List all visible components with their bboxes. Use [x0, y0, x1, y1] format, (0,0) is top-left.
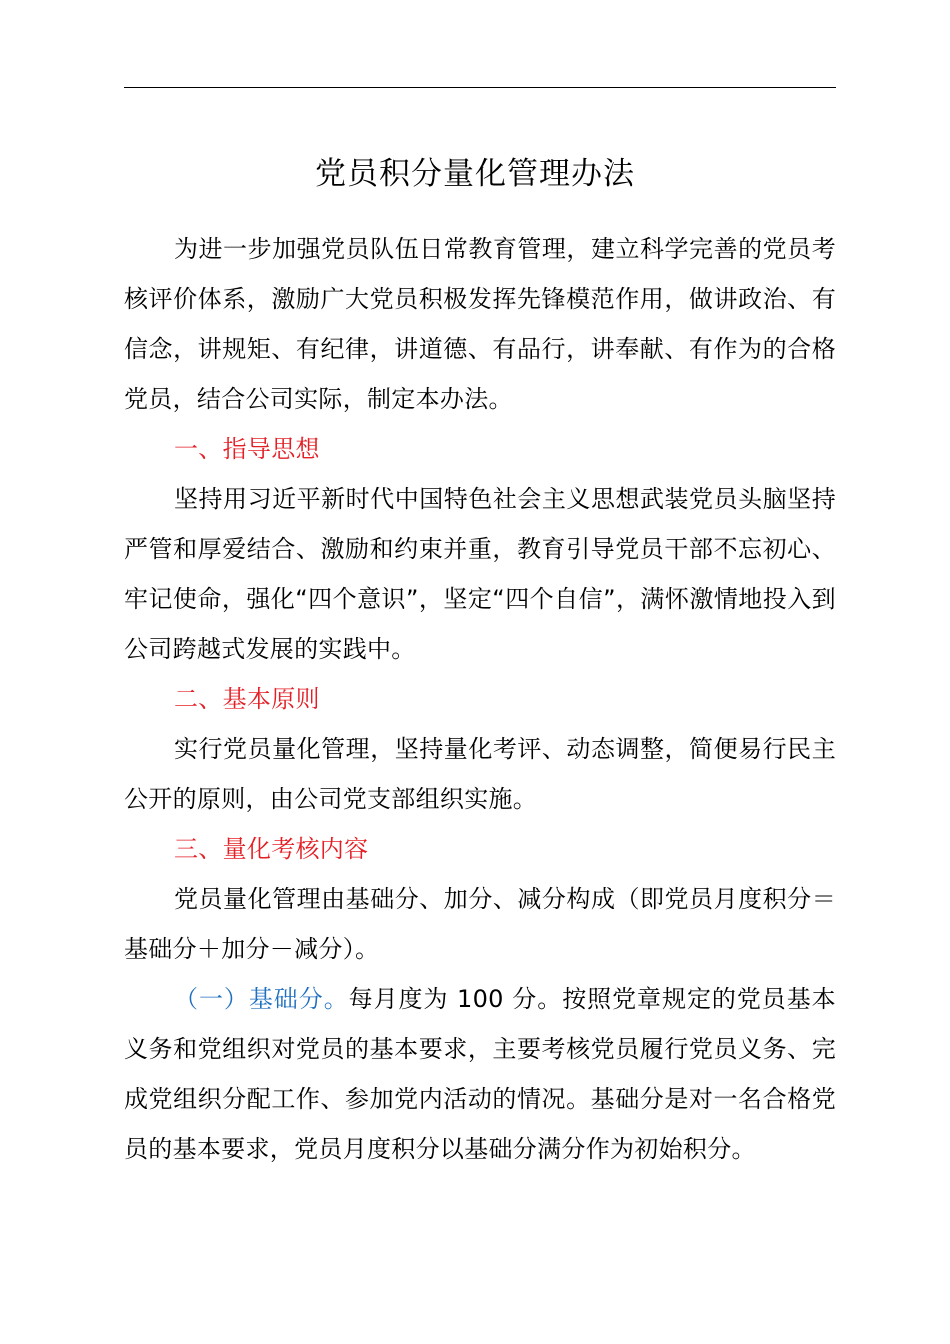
section-heading-basic-principles: 二、基本原则: [174, 685, 320, 713]
base-score-text: 每月度为 100 分。按照党章规定的党员基本义务和党组织对党员的基本要求，主要考核党员履行党员义务、完成党组织分配工作、参加党内活动的情况。基础分是对一名合格党员的基本要求，党员月度积分以基础分满分作为初始积分。: [124, 985, 836, 1163]
document-title: 党员积分量化管理办法: [315, 156, 635, 192]
section-heading-guiding-thought: 一、指导思想: [174, 435, 320, 463]
guiding-thought-paragraph: 坚持用习近平新时代中国特色社会主义思想武装党员头脑坚持严管和厚爱结合、激励和约束并重，教育引导党员干部不忘初心、牢记使命，强化“四个意识”，坚定“四个自信”，满怀激情地投入到公司跨越式发展的实践中。: [124, 485, 836, 663]
sub-heading-base-score: （一）基础分。: [174, 985, 349, 1013]
basic-principles-paragraph: 实行党员量化管理，坚持量化考评、动态调整，简便易行民主公开的原则，由公司党支部组织实施。: [124, 735, 836, 813]
assessment-content-paragraph: 党员量化管理由基础分、加分、减分构成（即党员月度积分＝基础分＋加分－减分）。: [124, 885, 836, 963]
section-heading-assessment-content: 三、量化考核内容: [174, 835, 369, 863]
document-body: [124, 224, 836, 1174]
base-score-paragraph: [124, 974, 836, 1174]
header-rule: [124, 87, 836, 88]
intro-paragraph: 为进一步加强党员队伍日常教育管理，建立科学完善的党员考核评价体系，激励广大党员积极发挥先锋模范作用，做讲政治、有信念，讲规矩、有纪律，讲道德、有品行，讲奉献、有作为的合格党员，结合公司实际，制定本办法。: [124, 235, 836, 413]
